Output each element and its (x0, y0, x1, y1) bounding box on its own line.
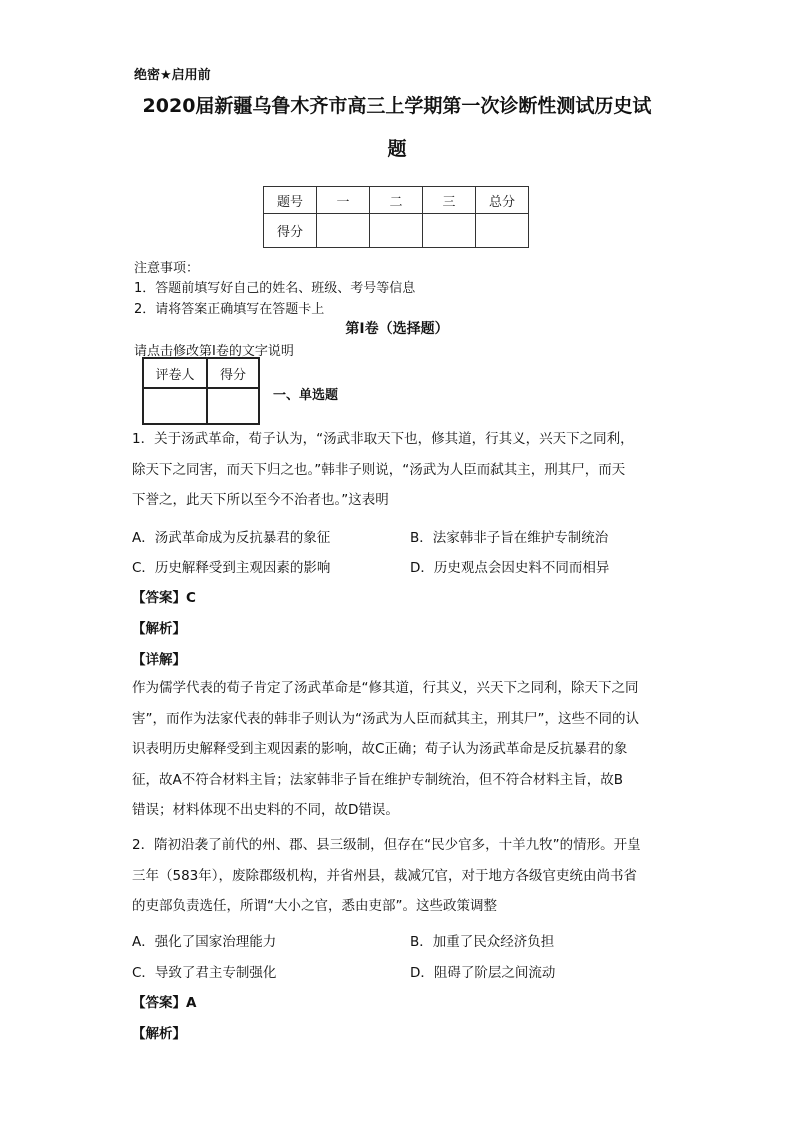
detail-line: 征，故A不符合材料主旨；法家韩非子旨在维护专制统治，但不符合材料主旨，故B (132, 771, 623, 788)
part-title: 一、单选题 (273, 388, 339, 403)
question-2-option-b: B．加重了民众经济负担 (410, 934, 555, 950)
grader-header-row (143, 358, 259, 388)
stem-line: 的吏部负责选任，所谓“大小之官，悉由吏部”。这些政策调整 (132, 898, 497, 914)
exam-title: 2020届新疆乌鲁木齐市高三上学期第一次诊断性测试历史试 (142, 95, 652, 117)
question-1-option-a: A．汤武革命成为反抗暴君的象征 (132, 530, 331, 546)
grader-header-cell: 得分 (207, 358, 259, 388)
stem-line: 1．关于汤武革命，荀子认为，“汤武非取天下也，修其道，行其义，兴天下之同利， (132, 431, 634, 447)
detail-line: 识表明历史解释受到主观因素的影响，故C正确；荀子认为汤武革命是反抗暴君的象 (132, 741, 628, 757)
question-2-option-d: D．阻碍了阶层之间流动 (410, 965, 556, 981)
stem-line: 下誉之，此天下所以至今不治者也。”这表明 (132, 492, 389, 508)
score-table-score-row (264, 214, 529, 248)
stem-line: 除天下之同害，而天下归之也。”韩非子则说，“汤武为人臣而弑其主，刑其尸，而天 (132, 461, 626, 478)
grader-header-cell: 评卷人 (143, 358, 207, 388)
detail-line: 错误；材料体现不出史料的不同，故D错误。 (132, 802, 399, 818)
score-header-cell: 总分 (476, 187, 529, 214)
score-header-cell: 二 (370, 187, 423, 214)
detail-line: 害”，而作为法家代表的韩非子则认为“汤武为人臣而弑其主，刑其尸”，这些不同的认 (132, 710, 639, 727)
score-header-cell: 一 (317, 187, 370, 214)
question-2-option-c: C．导致了君主专制强化 (132, 965, 277, 981)
score-cell[interactable] (423, 214, 476, 248)
question-1-option-b: B．法家韩非子旨在维护专制统治 (410, 530, 609, 546)
detail-line: 作为儒学代表的荀子肯定了汤武革命是“修其道，行其义，兴天下之同利，除天下之同 (132, 680, 639, 696)
section-title: 第I卷（选择题） (345, 321, 449, 337)
notice-heading: 注意事项： (134, 261, 200, 276)
question-1-detail (132, 673, 662, 826)
score-table (263, 186, 529, 248)
exam-title-continued: 题 (387, 138, 407, 160)
grader-table (142, 357, 260, 425)
score-row-label: 得分 (264, 214, 317, 248)
score-cell[interactable] (317, 214, 370, 248)
question-1-stem (132, 424, 662, 516)
question-2-answer: 【答案】A (132, 995, 197, 1011)
stem-line: 三年（583年），废除郡级机构，并省州县，裁减冗官，对于地方各级官吏统由尚书省 (132, 867, 638, 884)
score-header-cell: 题号 (264, 187, 317, 214)
question-1-option-c: C．历史解释受到主观因素的影响 (132, 560, 331, 576)
score-cell[interactable] (370, 214, 423, 248)
grader-cell[interactable] (143, 388, 207, 424)
notice-item: 1．答题前填写好自己的姓名、班级、考号等信息 (134, 281, 416, 296)
question-2-option-a: A．强化了国家治理能力 (132, 934, 277, 950)
question-2-analysis-label: 【解析】 (132, 1026, 186, 1042)
question-1-option-d: D．历史观点会因史料不同而相异 (410, 560, 610, 576)
section-instruction[interactable]: 请点击修改第I卷的文字说明 (134, 344, 294, 359)
score-table-header-row (264, 187, 529, 214)
grader-score-cell[interactable] (207, 388, 259, 424)
stem-line: 2．隋初沿袭了前代的州、郡、县三级制，但存在“民少官多，十羊九牧”的情形。开皇 (132, 837, 641, 853)
question-1-detail-label: 【详解】 (132, 652, 186, 668)
score-header-cell: 三 (423, 187, 476, 214)
question-1-analysis-label: 【解析】 (132, 621, 186, 637)
score-cell[interactable] (476, 214, 529, 248)
confidential-mark: 绝密★启用前 (134, 68, 211, 83)
grader-entry-row (143, 388, 259, 424)
notice-item: 2．请将答案正确填写在答题卡上 (134, 302, 325, 317)
question-1-answer: 【答案】C (132, 590, 196, 606)
question-2-stem (132, 830, 662, 922)
